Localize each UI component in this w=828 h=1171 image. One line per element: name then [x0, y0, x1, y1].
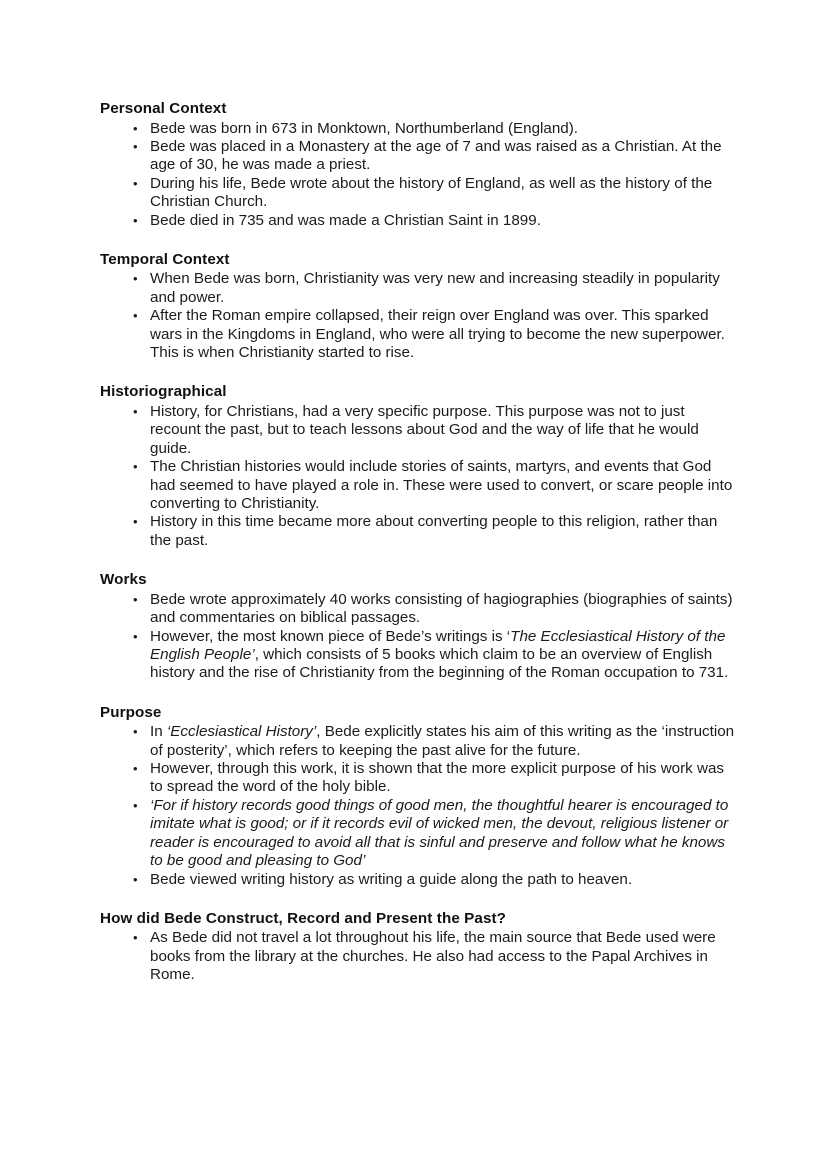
italic-title-text: The Ecclesiastical History of the English People’	[150, 627, 726, 663]
bullet-list	[100, 723, 735, 889]
bullet-item	[100, 175, 735, 212]
plain-text: However, the most known piece of Bede’s writings is ‘	[150, 627, 511, 645]
bullet-list	[100, 929, 735, 984]
bullet-text: • Bede was born in 673 in Monktown, Northumberland (England).	[150, 119, 579, 137]
bullet-item	[100, 120, 735, 138]
document-section	[100, 910, 735, 985]
bullet-item	[100, 591, 735, 628]
bullet-text	[150, 628, 735, 683]
bullet-text: • Bede wrote approximately 40 works consisting of hagiographies (biographies of saints) and commentaries on biblical passages.	[150, 590, 733, 627]
plain-text: In	[150, 723, 167, 741]
bullet-item	[100, 458, 735, 513]
bullet-list	[100, 270, 735, 362]
bullet-text: • Bede was placed in a Monastery at the age of 7 and was raised as a Christian. At the age of 30, he was made a priest.	[150, 137, 722, 174]
bullet-text	[150, 723, 735, 760]
section-heading: Personal Context	[100, 100, 227, 117]
bullet-text: • History, for Christians, had a very specific purpose. This purpose was not to just recount the past, but to teach lessons about God and the way of life that he would guide.	[150, 402, 699, 457]
section-heading: Purpose	[100, 703, 162, 721]
bullet-item	[100, 138, 735, 175]
bullet-text: • History in this time became more about converting people to this religion, rather than the past.	[150, 513, 718, 549]
bullet-item	[100, 513, 735, 550]
italic-title-text: ‘Ecclesiastical History’	[166, 723, 317, 741]
bullet-item	[100, 403, 735, 458]
bullet-text: • The Christian histories would include stories of saints, martyrs, and events that God had seemed to have played a role in. These were used to convert, or scare people into converting to Christianity.	[150, 458, 733, 512]
bullet-item	[100, 723, 735, 760]
document-section	[100, 100, 735, 230]
section-heading: Historiographical	[100, 383, 227, 401]
bullet-item	[100, 760, 735, 797]
bullet-item	[100, 270, 735, 307]
document-body	[100, 100, 735, 985]
bullet-item	[100, 628, 735, 683]
bullet-text: • When Bede was born, Christianity was very new and increasing steadily in popularity and power.	[150, 270, 720, 306]
bullet-text: • Bede died in 735 and was made a Christian Saint in 1899.	[150, 211, 541, 229]
bullet-list	[100, 591, 735, 683]
section-heading: How did Bede Construct, Record and Present the Past?	[100, 909, 507, 927]
section-heading: Temporal Context	[100, 250, 230, 268]
bullet-item	[100, 929, 735, 984]
plain-text: , Bede explicitly states his aim of this writing as the ‘instruction of posterity’, which refers to keeping the past alive for the future.	[150, 723, 735, 759]
bullet-item	[100, 797, 735, 871]
bullet-text: • ‘For if history records good things of good men, the thoughtful hearer is encouraged to imitate what is good; or if it records evil of wicked men, the devout, religious listener or reader is encouraged to avoid all that is sinful and preserve and follow what he knows to be good and pleasing to God’	[150, 796, 729, 870]
bullet-item	[100, 212, 735, 230]
section-heading: Works	[100, 571, 147, 589]
bullet-item	[100, 871, 735, 889]
bullet-list	[100, 120, 735, 230]
bullet-text: • Bede viewed writing history as writing a guide along the path to heaven.	[150, 870, 633, 888]
bullet-item	[100, 307, 735, 362]
document-section	[100, 251, 735, 363]
bullet-text: • After the Roman empire collapsed, their reign over England was over. This sparked wars in the Kingdoms in England, who were all trying to become the new superpower. This is when Christianity started to rise.	[150, 307, 725, 362]
bullet-text: • As Bede did not travel a lot throughout his life, the main source that Bede used were books from the library at the churches. He also had access to the Papal Archives in Rome.	[150, 929, 716, 984]
document-section	[100, 383, 735, 550]
plain-text: , which consists of 5 books which claim to be an overview of English history and the rise of Christianity from the beginning of the Roman occupation to 731.	[150, 645, 729, 682]
document-section	[100, 571, 735, 683]
bullet-text: • However, through this work, it is shown that the more explicit purpose of his work was to spread the word of the holy bible.	[150, 760, 725, 796]
document-section	[100, 704, 735, 889]
bullet-list	[100, 403, 735, 550]
bullet-text: • During his life, Bede wrote about the history of England, as well as the history of the Christian Church.	[150, 174, 713, 211]
